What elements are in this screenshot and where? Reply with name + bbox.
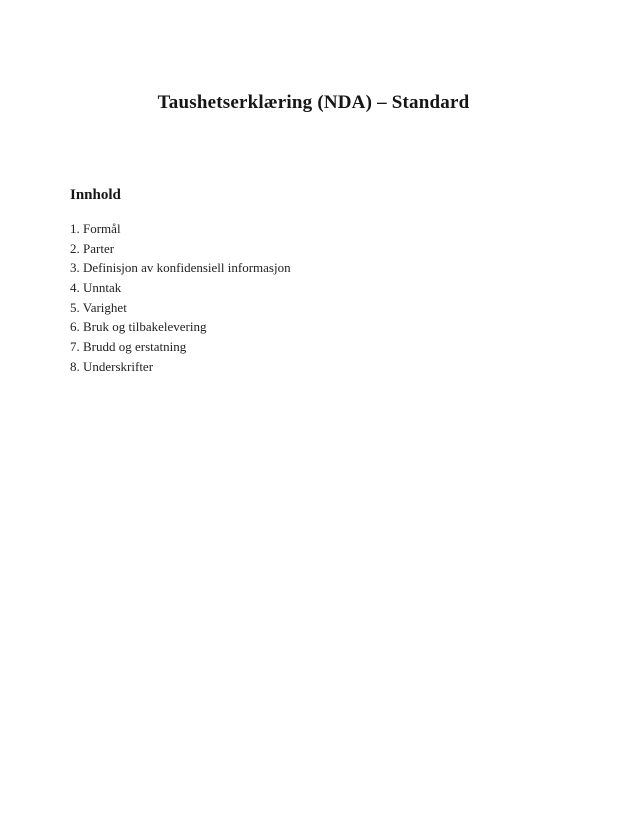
document-title: Taushetserklæring (NDA) – Standard bbox=[157, 92, 470, 113]
toc-item: 3. Definisjon av konfidensiell informasjon bbox=[70, 260, 291, 276]
toc-list bbox=[70, 219, 530, 377]
toc-item: 1. Formål bbox=[70, 221, 121, 236]
toc-item: 2. Parter bbox=[70, 240, 115, 256]
toc-item: 8. Underskrifter bbox=[70, 358, 154, 374]
toc-item: 4. Unntak bbox=[70, 280, 122, 296]
toc-item: 7. Brudd og erstatning bbox=[70, 339, 187, 355]
toc-item: 5. Varighet bbox=[70, 299, 127, 315]
toc-item: 6. Bruk og tilbakelevering bbox=[70, 319, 207, 335]
toc-heading: Innhold bbox=[70, 187, 121, 203]
